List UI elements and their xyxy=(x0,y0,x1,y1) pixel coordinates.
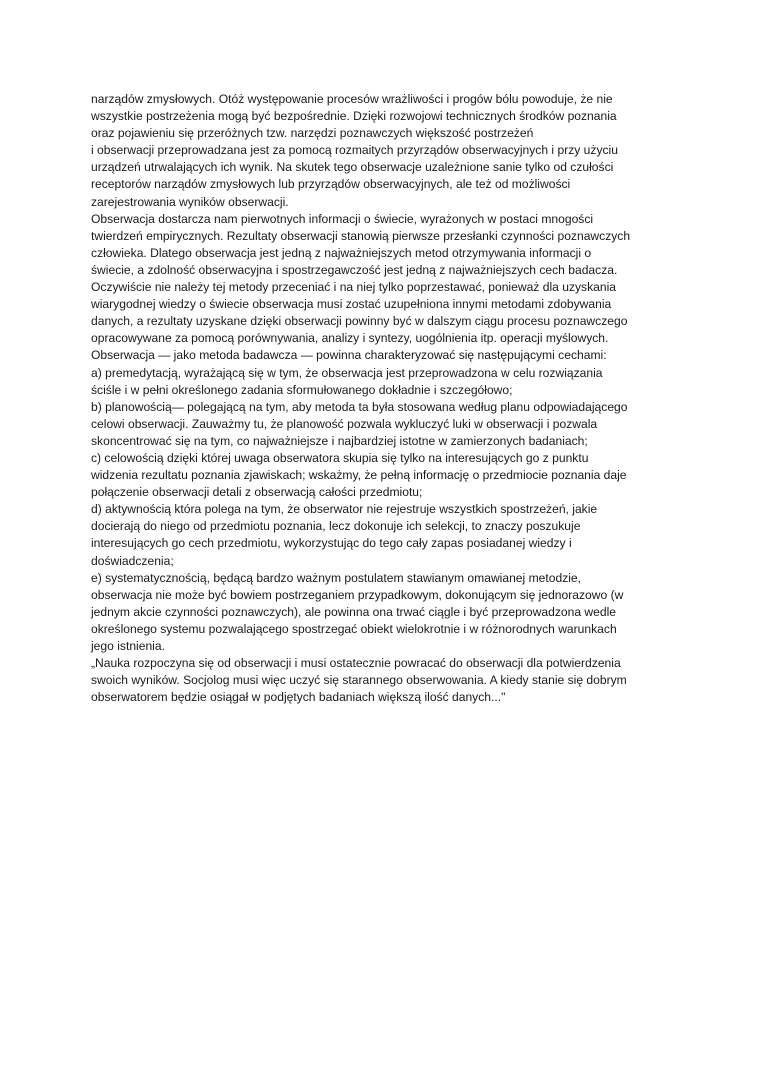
text-line: „Nauka rozpoczyna się od obserwacji i musi ostatecznie powracać do obserwacji dla potwierdzenia xyxy=(91,656,621,671)
text-line: obserwacja nie może być bowiem postrzeganiem przypadkowym, dokonującym się jednorazowo (w xyxy=(91,587,624,602)
body-text xyxy=(91,91,681,706)
text-line: i obserwacji przeprowadzana jest za pomocą rozmaitych przyrządów obserwacyjnych i przy użyciu xyxy=(91,143,618,158)
text-line: urządzeń utrwalających ich wynik. Na skutek tego obserwacje uzależnione sanie tylko od czułości xyxy=(91,160,614,175)
text-line: oraz pojawieniu się przeróżnych tzw. narzędzi poznawczych większość postrzeżeń xyxy=(91,126,534,141)
text-line: wiarygodnej wiedzy o świecie obserwacja musi zostać uzupełniona innymi metodami zdobywania xyxy=(91,297,612,312)
text-line: obserwatorem będzie osiągał w podjętych badaniach większą ilość danych..." xyxy=(91,690,506,705)
text-line: celowi obserwacji. Zauważmy tu, że planowość pozwala wykluczyć luki w obserwacji i pozwala xyxy=(91,416,598,431)
text-line: a) premedytacją, wyrażającą się w tym, że obserwacja jest przeprowadzona w celu rozwiązania xyxy=(91,365,603,380)
text-line: widzenia rezultatu poznania zjawiskach; wskażmy, że pełną informację o przedmiocie poznania daje xyxy=(91,468,627,483)
text-line: wszystkie postrzeżenia mogą być bezpośrednie. Dzięki rozwojowi technicznych środków poznania xyxy=(91,109,617,124)
text-line: jego istnienia. xyxy=(91,639,165,653)
text-line: doświadczenia; xyxy=(91,553,174,568)
text-line: zarejestrowania wyników obserwacji. xyxy=(91,194,289,209)
text-line: określonego systemu pozwalającego spostrzegać obiekt wielokrotnie i w różnorodnych warunkach xyxy=(91,621,617,636)
text-line: skoncentrować się na tym, co najważniejsze i najbardziej istotne w zamierzonych badaniach; xyxy=(91,433,588,448)
text-line: Obserwacja — jako metoda badawcza — powinna charakteryzować się następującymi cechami: xyxy=(91,348,607,363)
text-line: swoich wyników. Socjolog musi więc uczyć się starannego obserwowania. A kiedy stanie się dobrym xyxy=(91,673,627,688)
text-line: świecie, a zdolność obserwacyjna i spostrzegawczość jest jedną z najważniejszych cech badacza. xyxy=(91,262,618,277)
text-line: jednym akcie czynności poznawczych), ale powinna ona trwać ciągle i być przeprowadzona wedle xyxy=(91,604,617,619)
text-line: b) planowością— polegającą na tym, aby metoda ta była stosowana według planu odpowiadającego xyxy=(91,399,628,414)
text-line: interesujących go cech przedmiotu, wykorzystując do tego cały zapas posiadanej wiedzy i xyxy=(91,536,572,551)
text-line: człowieka. Dlatego obserwacja jest jedną z najważniejszych metod otrzymywania informacji o xyxy=(91,245,592,260)
text-line: c) celowością dzięki której uwaga obserwatora skupia się tylko na interesujących go z punktu xyxy=(91,450,589,465)
text-line: danych, a rezultaty uzyskane dzięki obserwacji powinny być w dalszym ciągu procesu poznawczego xyxy=(91,314,628,329)
text-line: opracowywane za pomocą porównywania, analizy i syntezy, uogólnienia itp. operacji myślowych. xyxy=(91,331,609,346)
text-line: narządów zmysłowych. Otóż występowanie procesów wrażliwości i progów bólu powoduje, że nie xyxy=(91,92,613,106)
text-line: ściśle i w pełni określonego zadania sformułowanego dokładnie i szczegółowo; xyxy=(91,382,513,397)
text-line: docierają do niego od przedmiotu poznania, lecz dokonuje ich selekcji, to znaczy poszukuje xyxy=(91,519,581,534)
text-line: receptorów narządów zmysłowych lub przyrządów obserwacyjnych, ale też od możliwości xyxy=(91,177,571,192)
text-line: twierdzeń empirycznych. Rezultaty obserwacji stanowią pierwsze przesłanki czynności poznawczych xyxy=(91,228,631,243)
text-line: e) systematycznością, będącą bardzo ważnym postulatem stawianym omawianej metodzie, xyxy=(91,570,582,585)
text-line: połączenie obserwacji detali z obserwacją całości przedmiotu; xyxy=(91,485,423,500)
text-line: Oczywiście nie należy tej metody przeceniać i na niej tylko poprzestawać, ponieważ dla uzyskania xyxy=(91,280,616,295)
text-line: Obserwacja dostarcza nam pierwotnych informacji o świecie, wyrażonych w postaci mnogości xyxy=(91,211,594,226)
text-line: d) aktywnością która polega na tym, że obserwator nie rejestruje wszystkich spostrzeżeń, jakie xyxy=(91,502,598,517)
